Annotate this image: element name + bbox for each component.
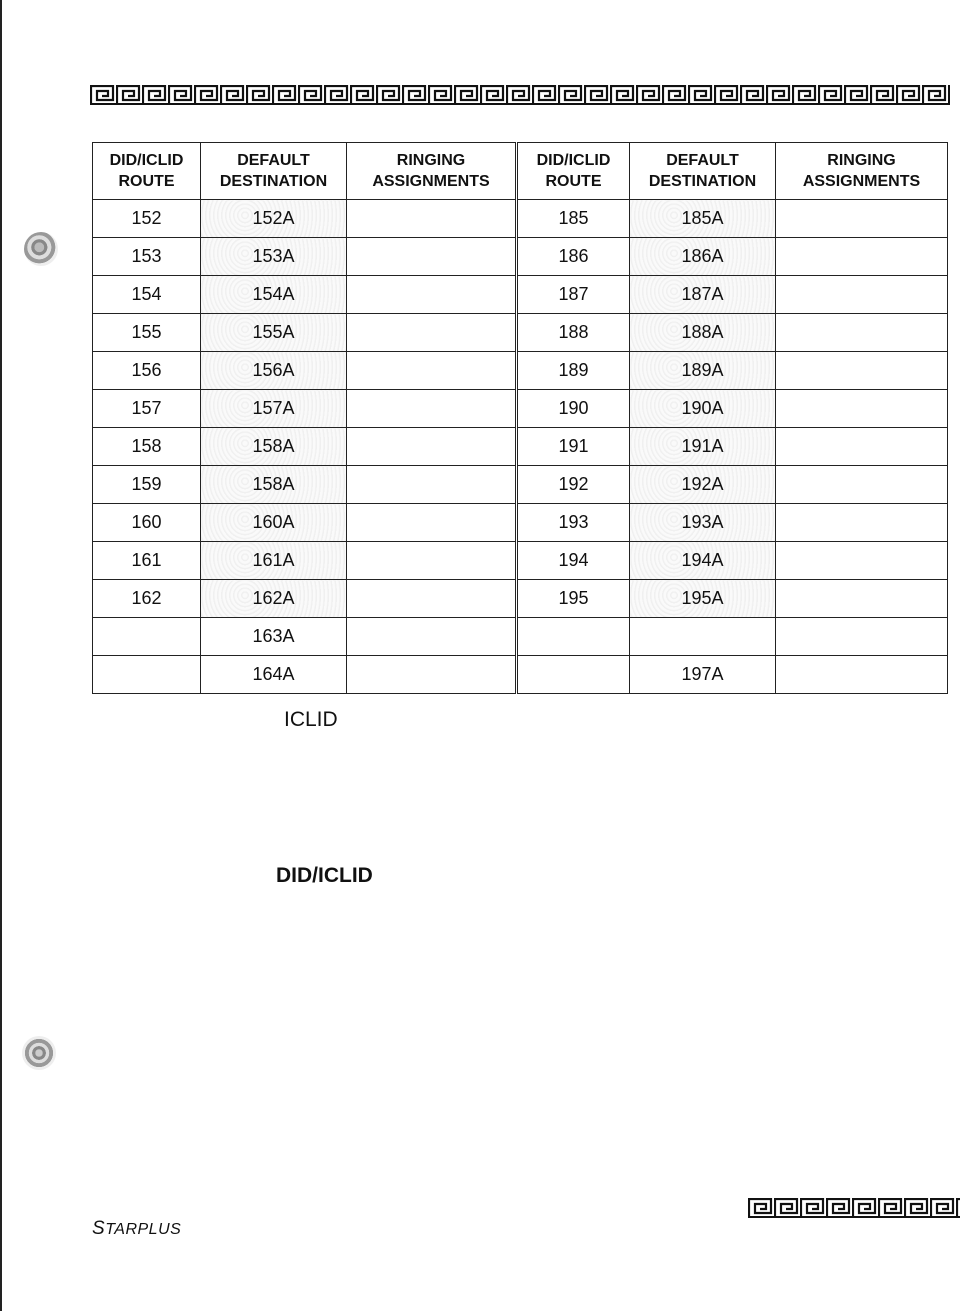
greek-key-border-top [90,85,950,105]
table-row [93,352,948,390]
table-row [93,428,948,466]
cell-ringing-right [776,238,948,276]
footer-brand: STARPLUS [92,1218,182,1239]
greek-key-pattern-icon [748,1198,960,1218]
cell-route-right: 191 [517,428,630,466]
cell-destination-right: 189A [630,352,776,390]
table-header-row [93,143,948,200]
cell-route-left: 154 [93,276,201,314]
left-margin-rule [0,0,2,1311]
cell-route-left: 159 [93,466,201,504]
cell-route-left [93,618,201,656]
cell-route-right: 192 [517,466,630,504]
cell-route-left: 158 [93,428,201,466]
cell-destination-right: 193A [630,504,776,542]
cell-route-left: 162 [93,580,201,618]
cell-ringing-right [776,352,948,390]
cell-ringing-left [347,390,517,428]
cell-destination-right: 186A [630,238,776,276]
table-row [93,238,948,276]
table-row [93,466,948,504]
cell-destination-left: 164A [201,656,347,694]
cell-destination-right: 185A [630,200,776,238]
cell-route-left: 160 [93,504,201,542]
cell-route-right [517,656,630,694]
cell-route-left: 156 [93,352,201,390]
cell-ringing-right [776,200,948,238]
cell-ringing-left [347,466,517,504]
cell-ringing-left [347,276,517,314]
cell-ringing-left [347,428,517,466]
cell-route-right: 194 [517,542,630,580]
cell-destination-right: 194A [630,542,776,580]
table-row [93,504,948,542]
cell-route-right: 186 [517,238,630,276]
cell-ringing-left [347,352,517,390]
cell-route-left: 161 [93,542,201,580]
cell-ringing-right [776,580,948,618]
cell-destination-left: 155A [201,314,347,352]
cell-route-right: 185 [517,200,630,238]
cell-ringing-left [347,238,517,276]
table-row [93,200,948,238]
cell-destination-left: 160A [201,504,347,542]
cell-destination-left: 156A [201,352,347,390]
table-row [93,618,948,656]
cell-destination-right: 197A [630,656,776,694]
cell-route-right: 193 [517,504,630,542]
cell-ringing-right [776,276,948,314]
cell-ringing-left [347,504,517,542]
cell-route-left: 153 [93,238,201,276]
header-ringing-right: RINGING ASSIGNMENTS [776,143,948,200]
cell-destination-left: 152A [201,200,347,238]
cell-destination-left: 161A [201,542,347,580]
cell-ringing-left [347,656,517,694]
cell-route-right: 187 [517,276,630,314]
cell-route-right: 195 [517,580,630,618]
cell-ringing-right [776,390,948,428]
did-iclid-route-table [92,142,948,694]
cell-ringing-right [776,618,948,656]
header-destination-left: DEFAULT DESTINATION [201,143,347,200]
cell-ringing-right [776,314,948,352]
cell-ringing-left [347,542,517,580]
cell-route-left: 155 [93,314,201,352]
cell-route-right: 189 [517,352,630,390]
cell-route-right: 188 [517,314,630,352]
cell-destination-left: 154A [201,276,347,314]
cell-ringing-left [347,580,517,618]
table-row [93,542,948,580]
cell-ringing-right [776,466,948,504]
cell-ringing-left [347,200,517,238]
header-ringing-left: RINGING ASSIGNMENTS [347,143,517,200]
greek-key-border-bottom [748,1198,960,1218]
cell-destination-right: 191A [630,428,776,466]
cell-ringing-left [347,314,517,352]
cell-destination-left: 158A [201,428,347,466]
cell-destination-right [630,618,776,656]
table-row [93,390,948,428]
cell-destination-left: 162A [201,580,347,618]
cell-ringing-right [776,428,948,466]
cell-destination-right: 190A [630,390,776,428]
cell-ringing-left [347,618,517,656]
header-route-right: DID/ICLID ROUTE [517,143,630,200]
cell-destination-left: 158A [201,466,347,504]
cell-destination-right: 187A [630,276,776,314]
table-row [93,656,948,694]
cell-destination-right: 188A [630,314,776,352]
cell-route-right: 190 [517,390,630,428]
header-destination-right: DEFAULT DESTINATION [630,143,776,200]
table-row [93,276,948,314]
cell-destination-left: 163A [201,618,347,656]
table-row [93,314,948,352]
did-iclid-caption: DID/ICLID [276,864,373,887]
cell-destination-left: 157A [201,390,347,428]
cell-route-right [517,618,630,656]
cell-ringing-right [776,542,948,580]
cell-ringing-right [776,504,948,542]
table-row [93,580,948,618]
punch-hole-mark [22,1036,56,1070]
cell-destination-left: 153A [201,238,347,276]
cell-route-left [93,656,201,694]
cell-destination-right: 195A [630,580,776,618]
greek-key-pattern-icon [90,85,950,105]
cell-route-left: 157 [93,390,201,428]
cell-route-left: 152 [93,200,201,238]
cell-ringing-right [776,656,948,694]
punch-hole-mark [24,232,58,266]
cell-destination-right: 192A [630,466,776,504]
header-route-left: DID/ICLID ROUTE [93,143,201,200]
iclid-caption: ICLID [284,708,338,731]
